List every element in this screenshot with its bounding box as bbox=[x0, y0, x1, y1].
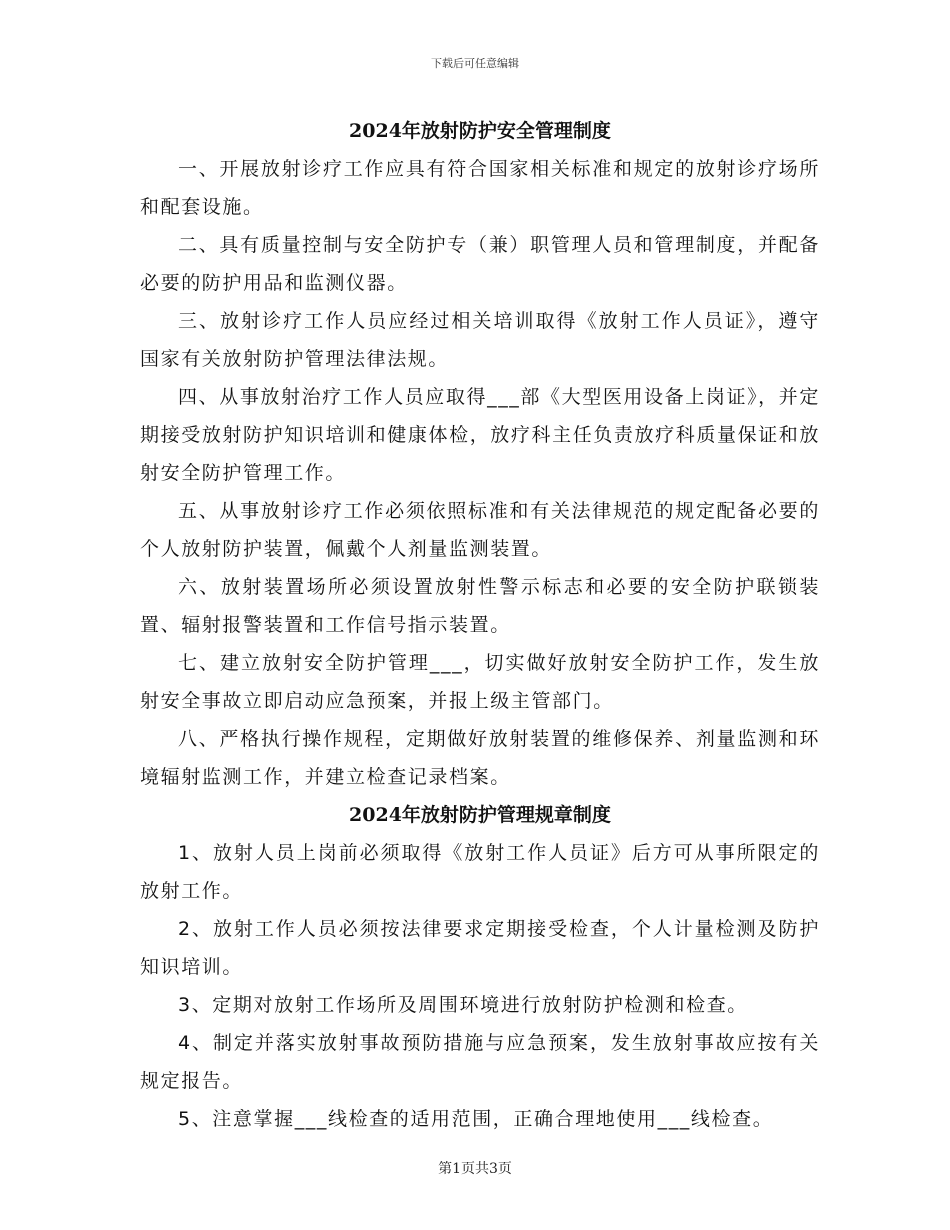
section2-paragraph-5: 5、注意掌握___线检查的适用范围，正确合理地使用___线检查。 bbox=[178, 1108, 774, 1130]
section1-paragraph-7: 七、建立放射安全防护管理___，切实做好放射安全防护工作，发生放射安全事故立即启动应急预案，并报上级主管部门。 bbox=[140, 652, 820, 712]
document-body bbox=[140, 112, 820, 1138]
section1-paragraph-2: 二、具有质量控制与安全防护专（兼）职管理人员和管理制度，并配备必要的防护用品和监测仪器。 bbox=[140, 234, 820, 294]
section2-paragraph-2: 2、放射工作人员必须按法律要求定期接受检查，个人计量检测及防护知识培训。 bbox=[140, 918, 820, 978]
section2-paragraph-3: 3、定期对放射工作场所及周围环境进行放射防护检测和检查。 bbox=[178, 994, 748, 1016]
page-indicator: 第1页共3页 bbox=[438, 1161, 512, 1177]
section1-paragraph-1: 一、开展放射诊疗工作应具有符合国家相关标准和规定的放射诊疗场所和配套设施。 bbox=[140, 158, 820, 218]
section1-paragraph-6: 六、放射装置场所必须设置放射性警示标志和必要的安全防护联锁装置、辐射报警装置和工作信号指示装置。 bbox=[140, 576, 820, 636]
header-note: 下载后可任意编辑 bbox=[431, 57, 519, 70]
section1-title: 2024年放射防护安全管理制度 bbox=[349, 120, 611, 142]
section2-paragraph-1: 1、放射人员上岗前必须取得《放射工作人员证》后方可从事所限定的放射工作。 bbox=[140, 842, 820, 902]
section1-paragraph-3: 三、放射诊疗工作人员应经过相关培训取得《放射工作人员证》，遵守国家有关放射防护管理法律法规。 bbox=[140, 310, 820, 370]
section1-paragraph-8: 八、严格执行操作规程，定期做好放射装置的维修保养、剂量监测和环境辐射监测工作，并建立检查记录档案。 bbox=[140, 728, 820, 788]
section2-paragraph-4: 4、制定并落实放射事故预防措施与应急预案，发生放射事故应按有关规定报告。 bbox=[140, 1032, 820, 1092]
section1-paragraph-4: 四、从事放射治疗工作人员应取得___部《大型医用设备上岗证》，并定期接受放射防护知识培训和健康体检，放疗科主任负责放疗科质量保证和放射安全防护管理工作。 bbox=[140, 386, 820, 484]
section2-title: 2024年放射防护管理规章制度 bbox=[349, 804, 611, 826]
section1-paragraph-5: 五、从事放射诊疗工作必须依照标准和有关法律规范的规定配备必要的个人放射防护装置，佩戴个人剂量监测装置。 bbox=[140, 500, 820, 560]
